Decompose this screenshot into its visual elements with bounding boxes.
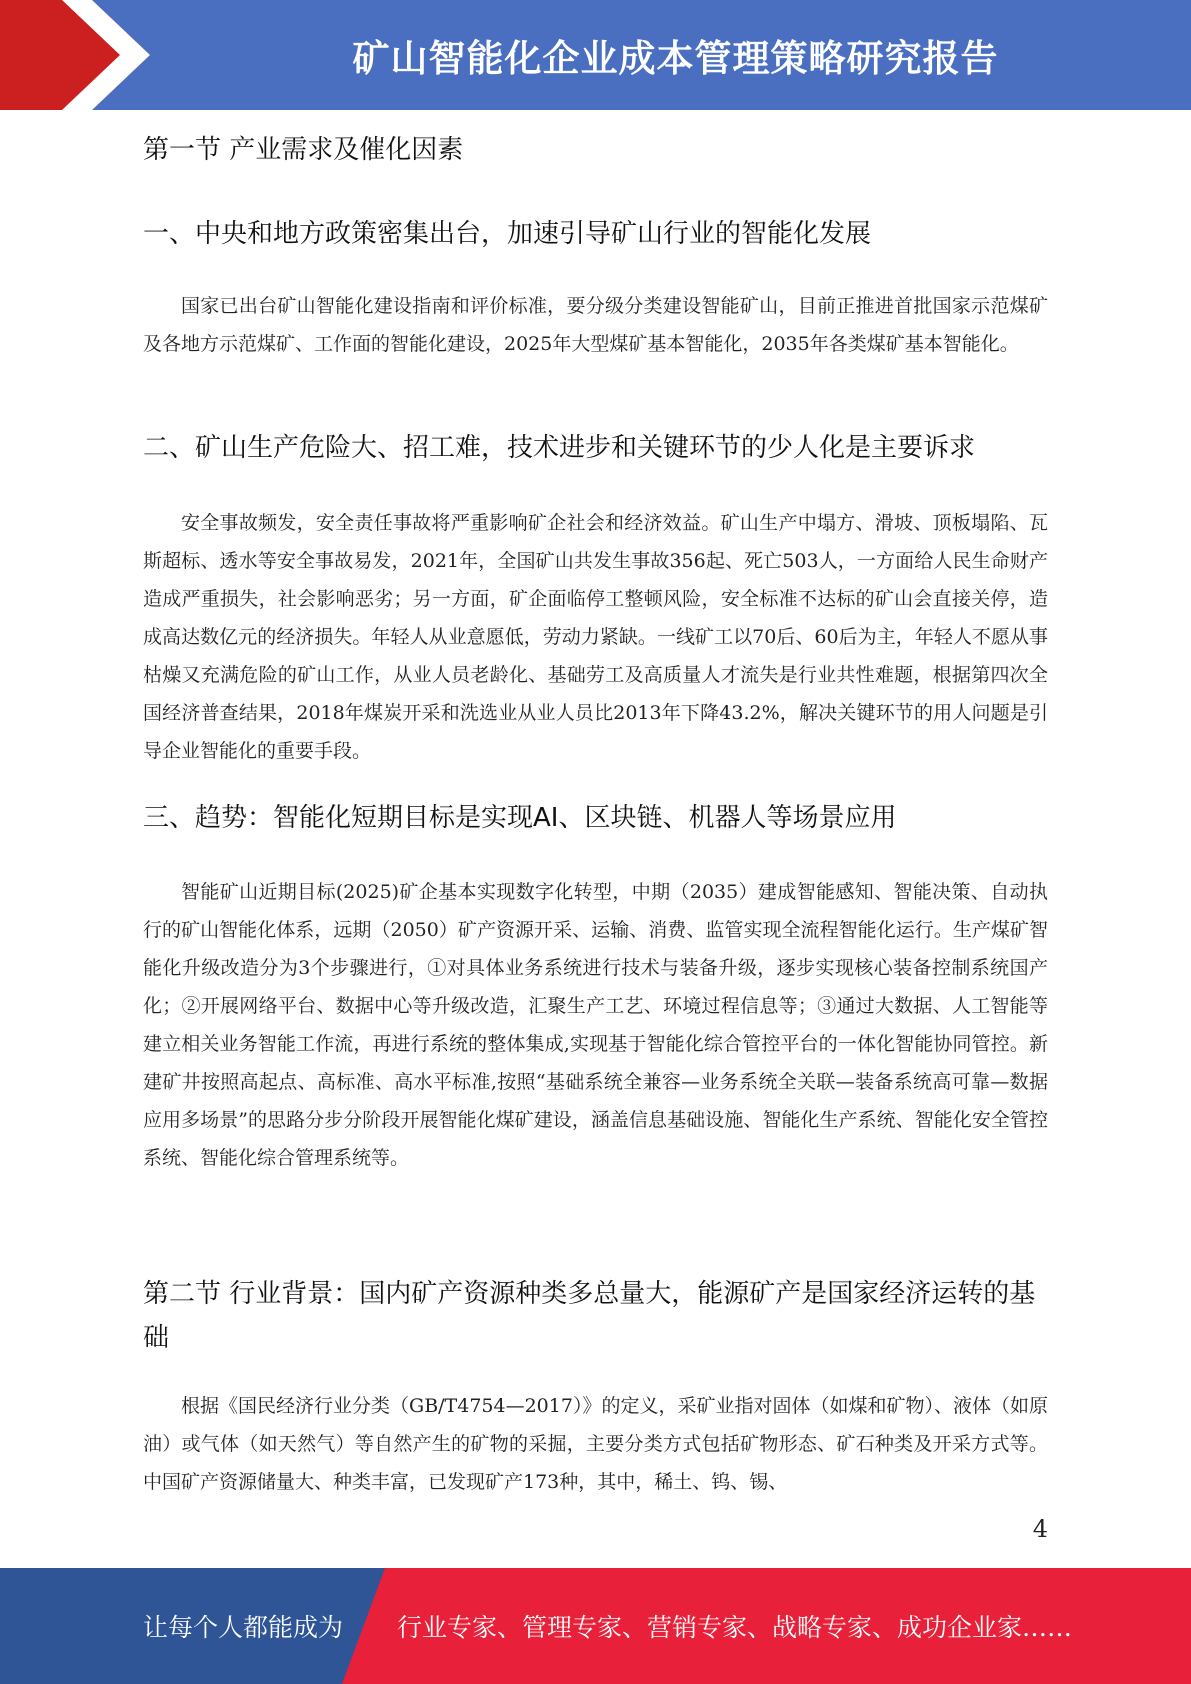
section-1-title: 第一节 产业需求及催化因素	[143, 135, 464, 165]
red-chevron-icon	[0, 0, 160, 110]
section-2-title: 第二节 行业背景：国内矿产资源种类多总量大，能源矿产是国家经济运转的基础	[143, 1279, 1036, 1353]
subsection-3-heading: 三、趋势：智能化短期目标是实现AI、区块链、机器人等场景应用	[143, 803, 897, 833]
document-title: 矿山智能化企业成本管理策略研究报告	[352, 37, 999, 80]
subsection-2-paragraph: 安全事故频发，安全责任事故将严重影响矿企社会和经济效益。矿山生产中塌方、滑坡、顶板塌陷、瓦斯超标、透水等安全事故易发，2021年，全国矿山共发生事故356起、死亡503人，一方面给人民生命财产造成严重损失，社会影响恶劣；另一方面，矿企面临停工整顿风险，安全标准不达标的矿山会直接关停，造成高达数亿元的经济损失。年轻人从业意愿低，劳动力紧缺。一线矿工以70后、60后为主，年轻人不愿从事枯燥又充满危险的矿山工作，从业人员老龄化、基础劳工及高质量人才流失是行业共性难题，根据第四次全国经济普查结果，2018年煤炭开采和洗选业从业人员比2013年下降43.2%，解决关键环节的用人问题是引导企业智能化的重要手段。	[143, 512, 1048, 762]
page-number: 4	[1032, 1515, 1048, 1543]
footer-banner	[0, 1568, 1191, 1684]
footer-slogan-right: 行业专家、管理专家、营销专家、战略专家、成功企业家……	[397, 1613, 1073, 1642]
subsection-1-paragraph: 国家已出台矿山智能化建设指南和评价标准，要分级分类建设智能矿山，目前正推进首批国家示范煤矿及各地方示范煤矿、工作面的智能化建设，2025年大型煤矿基本智能化，2035年各类煤矿基本智能化。	[143, 295, 1048, 355]
subsection-3-paragraph: 智能矿山近期目标(2025)矿企基本实现数字化转型，中期（2035）建成智能感知、智能决策、自动执行的矿山智能化体系，远期（2050）矿产资源开采、运输、消费、监管实现全流程智能化运行。生产煤矿智能化升级改造分为3个步骤进行，①对具体业务系统进行技术与装备升级，逐步实现核心装备控制系统国产化；②开展网络平台、数据中心等升级改造，汇聚生产工艺、环境过程信息等；③通过大数据、人工智能等建立相关业务智能工作流，再进行系统的整体集成,实现基于智能化综合管控平台的一体化智能协同管控。新建矿井按照高起点、高标准、高水平标准,按照“基础系统全兼容—业务系统全关联—装备系统高可靠—数据应用多场景”的思路分步分阶段开展智能化煤矿建设，涵盖信息基础设施、智能化生产系统、智能化安全管控系统、智能化综合管理系统等。	[143, 881, 1048, 1169]
section-2-paragraph: 根据《国民经济行业分类（GB/T4754—2017）》的定义，采矿业指对固体（如煤和矿物）、液体（如原油）或气体（如天然气）等自然产生的矿物的采掘，主要分类方式包括矿物形态、矿石种类及开采方式等。中国矿产资源储量大、种类丰富，已发现矿产173种，其中，稀土、钨、锡、	[143, 1395, 1048, 1493]
subsection-2-heading: 二、矿山生产危险大、招工难，技术进步和关键环节的少人化是主要诉求	[143, 433, 976, 463]
footer-slogan-left: 让每个人都能成为	[143, 1613, 344, 1642]
subsection-1-heading: 一、中央和地方政策密集出台，加速引导矿山行业的智能化发展	[143, 219, 872, 249]
